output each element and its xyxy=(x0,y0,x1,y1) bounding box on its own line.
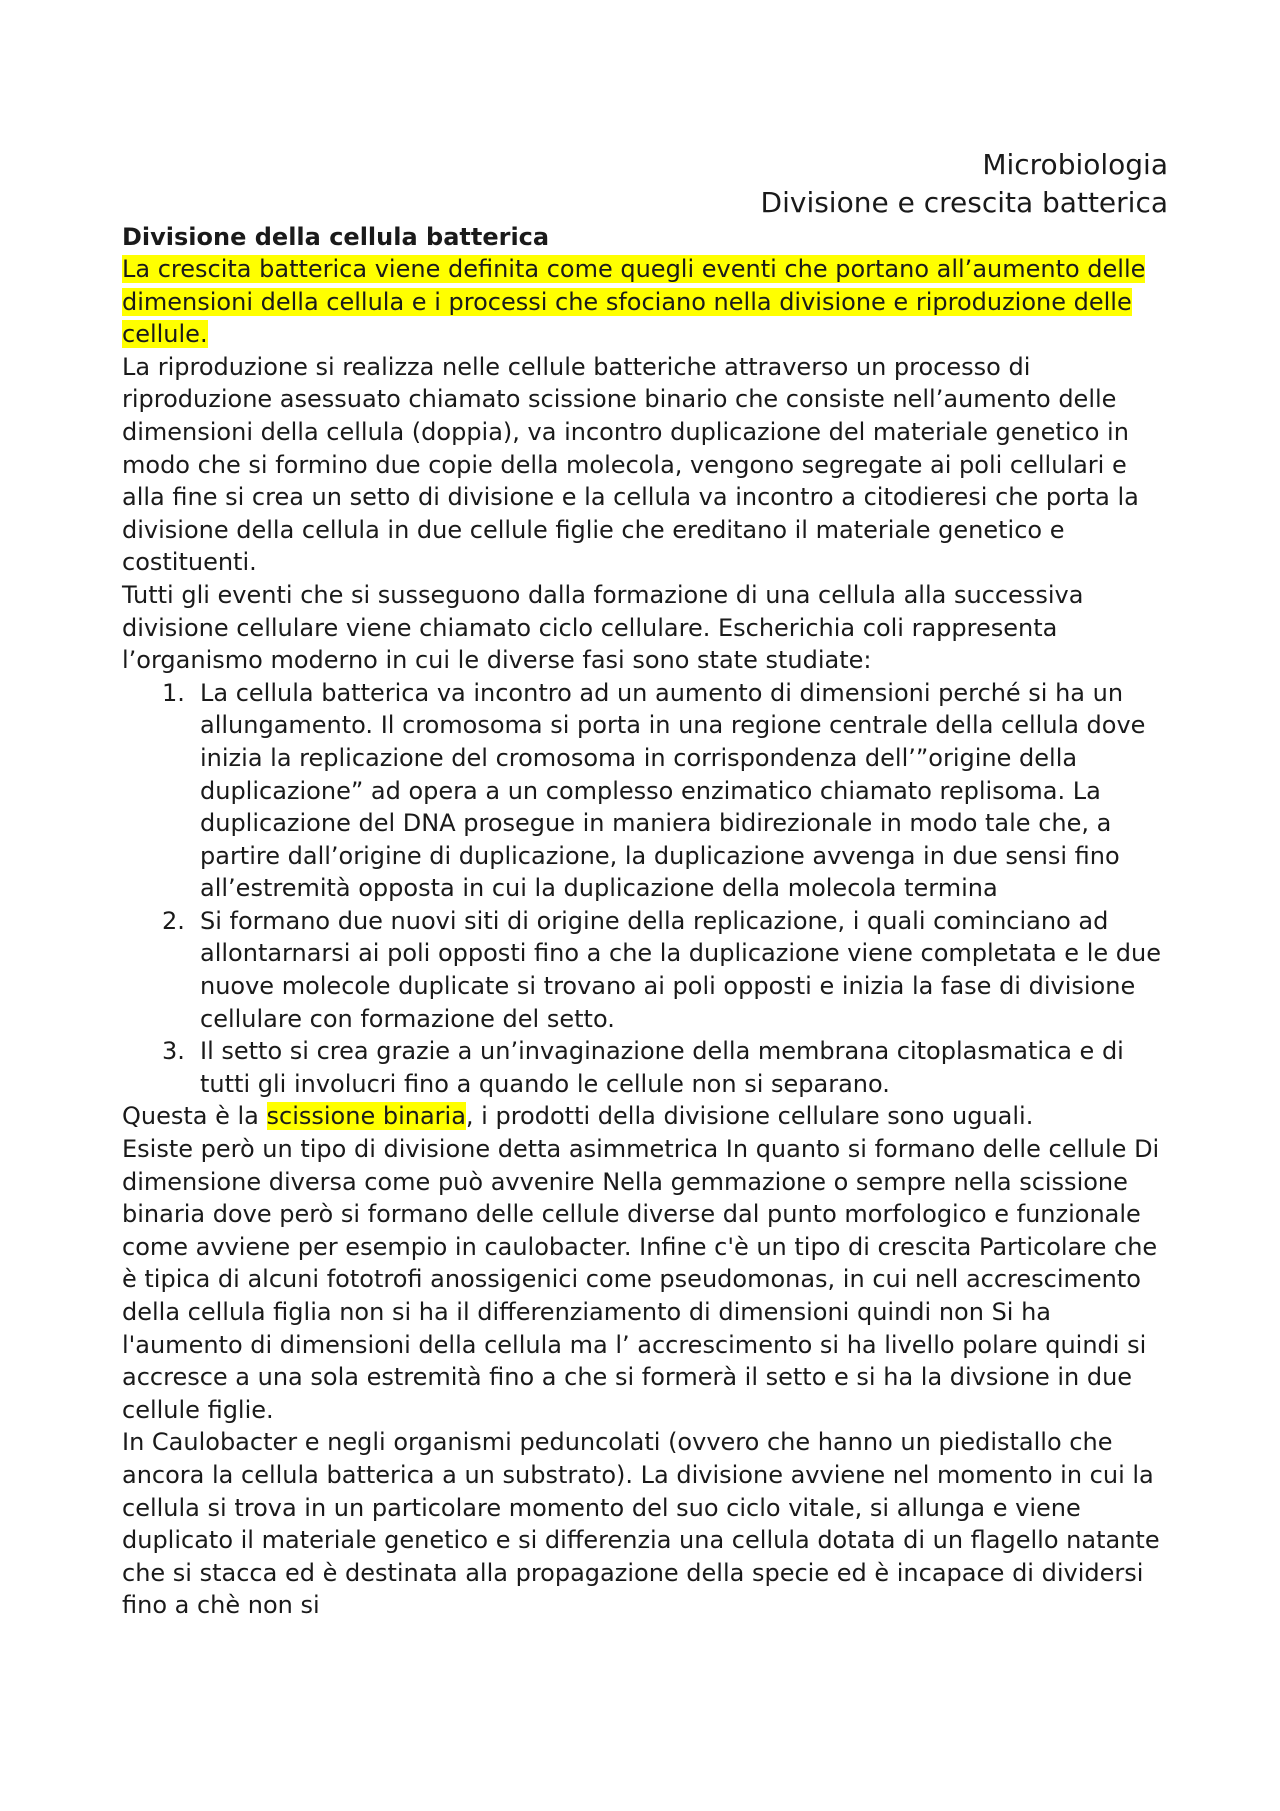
binary-fission-highlight: scissione binaria xyxy=(266,1102,466,1131)
phase-list xyxy=(122,677,1168,1101)
paragraph-reproduction: La riproduzione si realizza nelle cellule batteriche attraverso un processo di riproduzione asessuato chiamato scissione binario che consiste nell’aumento delle dimensioni della cellula (doppia), va incontro duplicazione del materiale genetico in modo che si formino due copie della molecola, vengono segregate ai poli cellulari e alla fine si crea un setto di divisione e la cellula va incontro a citodieresi che porta la divisione della cellula in due cellule figlie che ereditano il materiale genetico e costituenti. xyxy=(122,352,1139,577)
list-item xyxy=(122,905,1168,1035)
document-page xyxy=(122,146,1168,1622)
list-number: 3. xyxy=(162,1037,185,1066)
paragraph-asymmetric-division: Esiste però un tipo di divisione detta asimmetrica In quanto si formano delle cellule Di dimensione diversa come può avvenire Nella gemmazione o sempre nella scissione binaria dove però si formano delle cellule diverse dal punto morfologico e funzionale come avviene per esempio in caulobacter. Infine c'è un tipo di crescita Particolare che è tipica di alcuni fototrofi anossigenici come pseudomonas, in cui nell accrescimento della cellula figlia non si ha il differenziamento di dimensioni quindi non Si ha l'aumento di dimensioni della cellula ma l’ accrescimento si ha livello polare quindi si accresce a una sola estremità fino a che si formerà il setto e si ha la divsione in due cellule figlie. xyxy=(122,1135,1160,1424)
paragraph-cell-cycle: Tutti gli eventi che si susseguono dalla formazione di una cellula alla successiva divisione cellulare viene chiamato ciclo cellulare. Escherichia coli rappresenta l’organismo moderno in cui le diverse fasi sono state studiate: xyxy=(122,580,1084,675)
list-text: La cellula batterica va incontro ad un aumento di dimensioni perché si ha un allungamento. Il cromosoma si porta in una regione centrale della cellula dove inizia la replicazione del cromosoma in corrispondenza dell’”origine della duplicazione” ad opera a un complesso enzimatico chiamato replisoma. La duplicazione del DNA prosegue in maniera bidirezionale in modo tale che, a partire dall’origine di duplicazione, la duplicazione avvenga in due sensi fino all’estremità opposta in cui la duplicazione della molecola termina xyxy=(200,678,1146,903)
list-item xyxy=(122,1035,1168,1100)
list-number: 2. xyxy=(162,906,185,935)
course-title: Microbiologia xyxy=(982,148,1168,181)
intro-highlight: La crescita batterica viene definita come quegli eventi che portano all’aumento delle dimensioni della cellula e i processi che sfociano nella divisione e riproduzione delle cellule. xyxy=(122,255,1146,349)
list-item xyxy=(122,677,1168,905)
section-heading: Divisione della cellula batterica xyxy=(122,223,550,251)
paragraph-caulobacter: In Caulobacter e negli organismi peduncolati (ovvero che hanno un piedistallo che ancora la cellula batterica a un substrato). La divisione avviene nel momento in cui la cellula si trova in un particolare momento del suo ciclo vitale, si allunga e viene duplicato il materiale genetico e si differenzia una cellula dotata di un flagello natante che si stacca ed è destinata alla propagazione della specie ed è incapace di dividersi fino a chè non si xyxy=(122,1428,1160,1620)
list-number: 1. xyxy=(162,678,185,707)
binary-fission-before: Questa è la xyxy=(122,1102,267,1131)
topic-title: Divisione e crescita batterica xyxy=(760,186,1168,219)
list-text: Il setto si crea grazie a un’invaginazione della membrana citoplasmatica e di tutti gli involucri fino a quando le cellule non si separano. xyxy=(200,1037,1124,1098)
list-text: Si formano due nuovi siti di origine della replicazione, i quali cominciano ad allontarnarsi ai poli opposti fino a che la duplicazione viene completata e le due nuove molecole duplicate si trovano ai poli opposti e inizia la fase di divisione cellulare con formazione del setto. xyxy=(200,906,1161,1033)
binary-fission-after: , i prodotti della divisione cellulare sono uguali. xyxy=(465,1102,1034,1131)
paragraph-binary-fission xyxy=(122,1100,1168,1133)
intro-paragraph xyxy=(122,253,1168,351)
